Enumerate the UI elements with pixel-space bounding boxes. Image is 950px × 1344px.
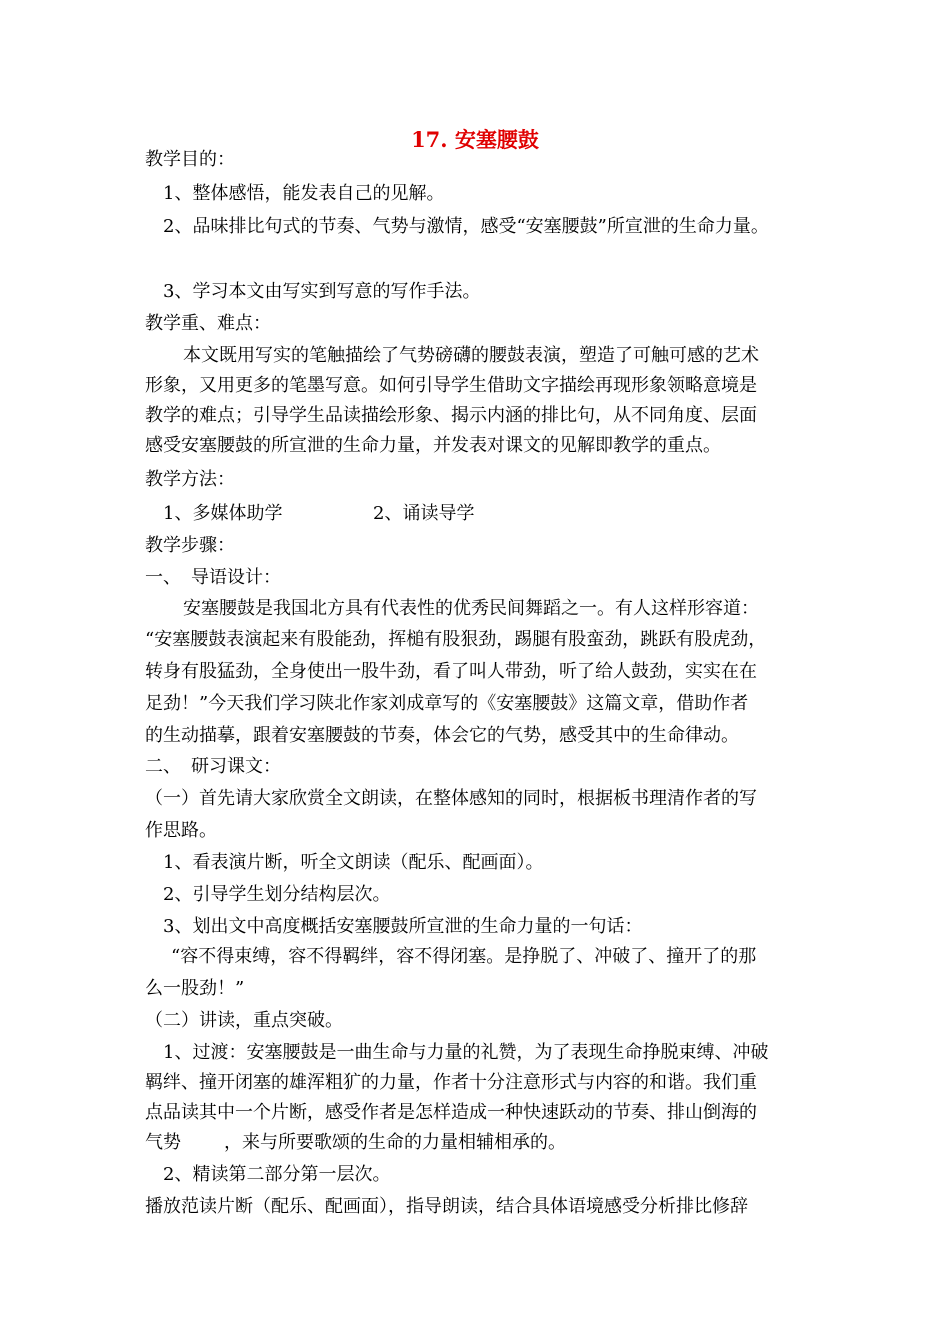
objective-item-3: 3、学习本文由写实到写意的写作手法。 [163,281,481,302]
paragraph-line: 播放范读片断（配乐、配画面），指导朗读，结合具体语境感受分析排比修辞 [145,1196,748,1217]
paragraph-line: 1、过渡：安塞腰鼓是一曲生命与力量的礼赞，为了表现生命挣脱束缚、冲破 [163,1042,769,1063]
list-item: 2、精读第二部分第一层次。 [163,1164,391,1185]
section-heading-objectives: 教学目的： [145,149,235,170]
method-item-2: 2、诵读导学 [373,503,475,524]
section-heading-steps: 教学步骤： [145,535,235,556]
step-number-2: 二、 [145,756,181,777]
paragraph-line: 本文既用写实的笔触描绘了气势磅礴的腰鼓表演，塑造了可触可感的艺术 [183,345,759,366]
step-heading-1: 导语设计： [191,567,281,588]
paragraph-line: 安塞腰鼓是我国北方具有代表性的优秀民间舞蹈之一。有人这样形容道： [183,598,759,619]
step-heading-2: 研习课文： [191,756,281,777]
list-item: 2、引导学生划分结构层次。 [163,884,391,905]
paragraph-line: 足劲！”今天我们学习陕北作家刘成章写的《安塞腰鼓》这篇文章，借助作者 [145,693,749,714]
step-number-1: 一、 [145,567,181,588]
objective-item-1: 1、整体感悟，能发表自己的见解。 [163,183,445,204]
quote-line: “容不得束缚，容不得羁绊，容不得闭塞。是挣脱了、冲破了、撞开了的那 [171,946,757,967]
paragraph-line: “安塞腰鼓表演起来有股能劲，挥槌有股狠劲，踢腿有股蛮劲，跳跃有股虎劲， [145,629,767,650]
paragraph-line: 的生动描摹，跟着安塞腰鼓的节奏，体会它的气势，感受其中的生命律动。 [145,725,739,746]
list-item: 1、看表演片断，听全文朗读（配乐、配画面）。 [163,852,544,873]
paragraph-line: ，来与所要歌颂的生命的力量相辅相承的。 [224,1132,566,1153]
paragraph-line: 教学的难点；引导学生品读描绘形象、揭示内涵的排比句，从不同角度、层面 [145,405,757,426]
section-heading-key-points: 教学重、难点： [145,313,271,334]
paragraph-line: （一）首先请大家欣赏全文朗读，在整体感知的同时，根据板书理清作者的写 [145,788,757,809]
paragraph-line: 感受安塞腰鼓的所宣泄的生命力量，并发表对课文的见解即教学的重点。 [145,435,721,456]
paragraph-line: 羁绊、撞开闭塞的雄浑粗犷的力量，作者十分注意形式与内容的和谐。我们重 [145,1072,757,1093]
list-item: 3、划出文中高度概括安塞腰鼓所宣泄的生命力量的一句话： [163,916,643,937]
paragraph-line: 气势 [145,1132,181,1153]
paragraph-line: 转身有股猛劲，全身使出一股牛劲，看了叫人带劲，听了给人鼓劲，实实在在 [145,661,757,682]
method-item-1: 1、多媒体助学 [163,503,283,524]
subsection-heading: （二）讲读，重点突破。 [145,1010,343,1031]
document-title: 17. 安塞腰鼓 [411,127,539,152]
paragraph-line: 作思路。 [145,820,217,841]
section-heading-methods: 教学方法： [145,469,235,490]
objective-item-2: 2、品味排比句式的节奏、气势与激情，感受“安塞腰鼓”所宣泄的生命力量。 [163,216,769,237]
quote-line: 么一股劲！” [145,978,245,999]
paragraph-line: 形象，又用更多的笔墨写意。如何引导学生借助文字描绘再现形象领略意境是 [145,375,757,396]
paragraph-line: 点品读其中一个片断，感受作者是怎样造成一种快速跃动的节奏、排山倒海的 [145,1102,757,1123]
